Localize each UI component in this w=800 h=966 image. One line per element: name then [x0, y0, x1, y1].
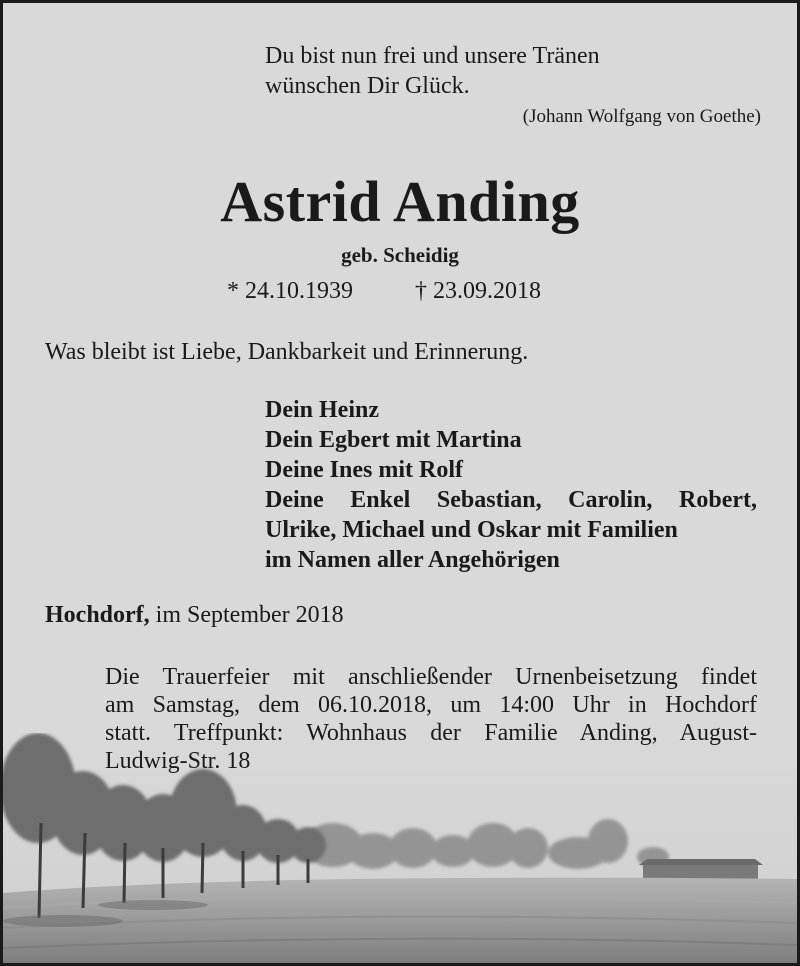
birth-date: * 24.10.1939	[227, 278, 353, 304]
mourner-line: im Namen aller Angehörigen	[265, 547, 560, 573]
life-dates	[227, 278, 541, 305]
mourner-line: Dein Heinz	[265, 397, 379, 423]
deceased-name: Astrid Anding	[220, 169, 580, 234]
ceremony-line: Ludwig-Str. 18	[105, 748, 251, 774]
maiden-name: geb. Scheidig	[341, 243, 459, 267]
place-town: Hochdorf,	[45, 602, 150, 628]
mourner-line: Ulrike, Michael und Oskar mit Familien	[265, 517, 678, 543]
ceremony-line: statt. Treffpunkt: Wohnhaus der Familie Anding, August-	[105, 720, 757, 746]
ceremony-info	[105, 663, 757, 775]
motto-quote	[265, 41, 600, 101]
motto-source: (Johann Wolfgang von Goethe)	[522, 106, 761, 127]
mourner-line: Deine Ines mit Rolf	[265, 457, 463, 483]
motto-line: wünschen Dir Glück.	[265, 73, 470, 99]
remembrance-phrase: Was bleibt ist Liebe, Dankbarkeit und Erinnerung.	[45, 339, 529, 365]
place-date	[45, 602, 344, 629]
place-month: im September 2018	[149, 602, 344, 628]
mourner-line: Dein Egbert mit Martina	[265, 427, 522, 453]
ceremony-line: Die Trauerfeier mit anschließender Urnenbeisetzung findet	[105, 664, 757, 690]
death-date: † 23.09.2018	[415, 278, 541, 304]
mourners-list	[265, 395, 757, 575]
ceremony-line: am Samstag, dem 06.10.2018, um 14:00 Uhr in Hochdorf	[105, 692, 757, 718]
notice-text	[3, 3, 797, 963]
mourner-line: Deine Enkel Sebastian, Carolin, Robert,	[265, 487, 757, 513]
motto-line: Du bist nun frei und unsere Tränen	[265, 43, 600, 69]
